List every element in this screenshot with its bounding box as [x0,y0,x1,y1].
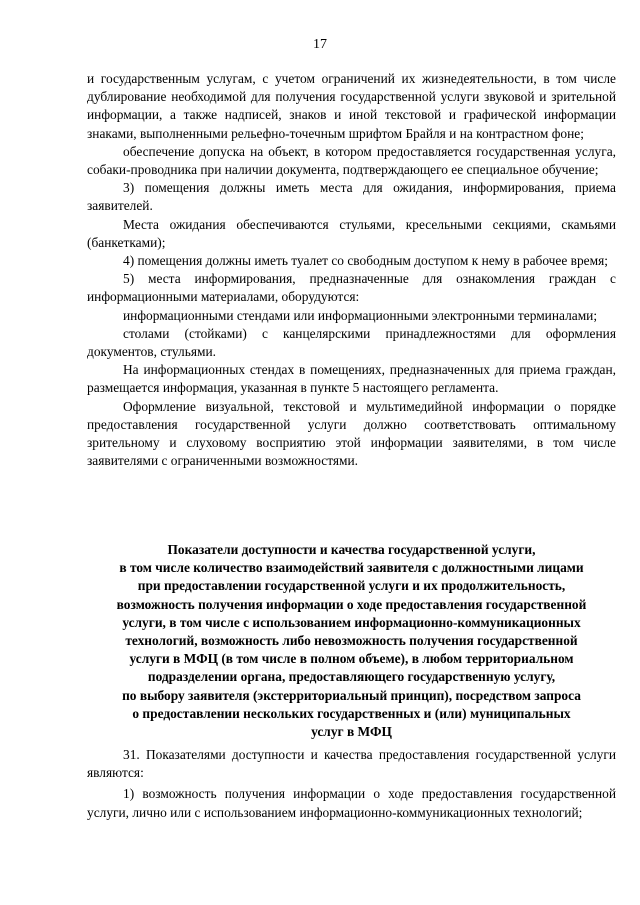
paragraph: и государственным услугам, с учетом ограничений их жизнедеятельности, в том числе дублирование необходимой для получения государственной услуги звуковой и зрительной информации, а также надписей, знаков и иной текстовой и графической информации знаками, выполненными рельефно-точечным шрифтом Брайля и на контрастном фоне; [87,71,616,141]
paragraph: обеспечение допуска на объект, в котором предоставляется государственная услуга, собаки-проводника при наличии документа, подтверждающего ее специальное обучение; [87,143,616,178]
heading-line: возможность получения информации о ходе предоставления государственной [116,596,587,612]
paragraph: На информационных стендах в помещениях, предназначенных для приема граждан, размещается информация, указанная в пункте 5 настоящего регламента. [87,362,616,396]
paragraph: столами (стойками) с канцелярскими принадлежностями для оформления документов, стульями. [87,325,616,360]
heading-line: подразделении органа, предоставляющего государственную услугу, [147,669,556,685]
heading-line: при предоставлении государственной услуги и их продолжительность, [137,578,566,594]
heading-line: технологий, возможность либо невозможность получения государственной [125,633,578,649]
body-text [87,70,616,470]
page-number: 17 [313,37,327,52]
paragraph: 3) помещения должны иметь места для ожидания, информирования, приема заявителей. [87,180,616,214]
heading-line: в том числе количество взаимодействий заявителя с должностными лицами [119,560,584,576]
paragraph: 1) возможность получения информации о ходе предоставления государственной услуги, лично или с использованием информационно-коммуникационных технологий; [87,786,616,820]
heading-line: услуг в МФЦ [311,724,392,740]
heading-line: Показатели доступности и качества государственной услуги, [167,542,536,557]
paragraph: Места ожидания обеспечиваются стульями, кресельными секциями, скамьями (банкетками); [87,216,616,250]
paragraph: Оформление визуальной, текстовой и мультимедийной информации о порядке предоставления государственной услуги должно соответствовать оптимальному зрительному и слуховому восприятию этой информации заявителями, в том числе заявителями с ограниченными возможностями. [87,398,616,469]
heading-line: услуги, в том числе с использованием информационно-коммуникационных [122,614,581,630]
paragraph: информационными стендами или информационными электронными терминалами; [123,307,598,323]
paragraph: 4) помещения должны иметь туалет со свободным доступом к нему в рабочее время; [123,253,608,269]
heading-line: по выбору заявителя (экстерриториальный принцип), посредством запроса [122,687,581,703]
paragraph: 31. Показателями доступности и качества предоставления государственной услуги являются: [87,747,616,781]
heading-line: о предоставлении нескольких государственных и (или) муниципальных [132,705,571,721]
section-heading [87,541,616,741]
paragraph: 5) места информирования, предназначенные для ознакомления граждан с информационными материалами, оборудуются: [87,271,616,305]
body-text-after-heading [87,746,616,822]
heading-line: услуги в МФЦ (в том числе в полном объеме), в любом территориальном [129,651,574,667]
